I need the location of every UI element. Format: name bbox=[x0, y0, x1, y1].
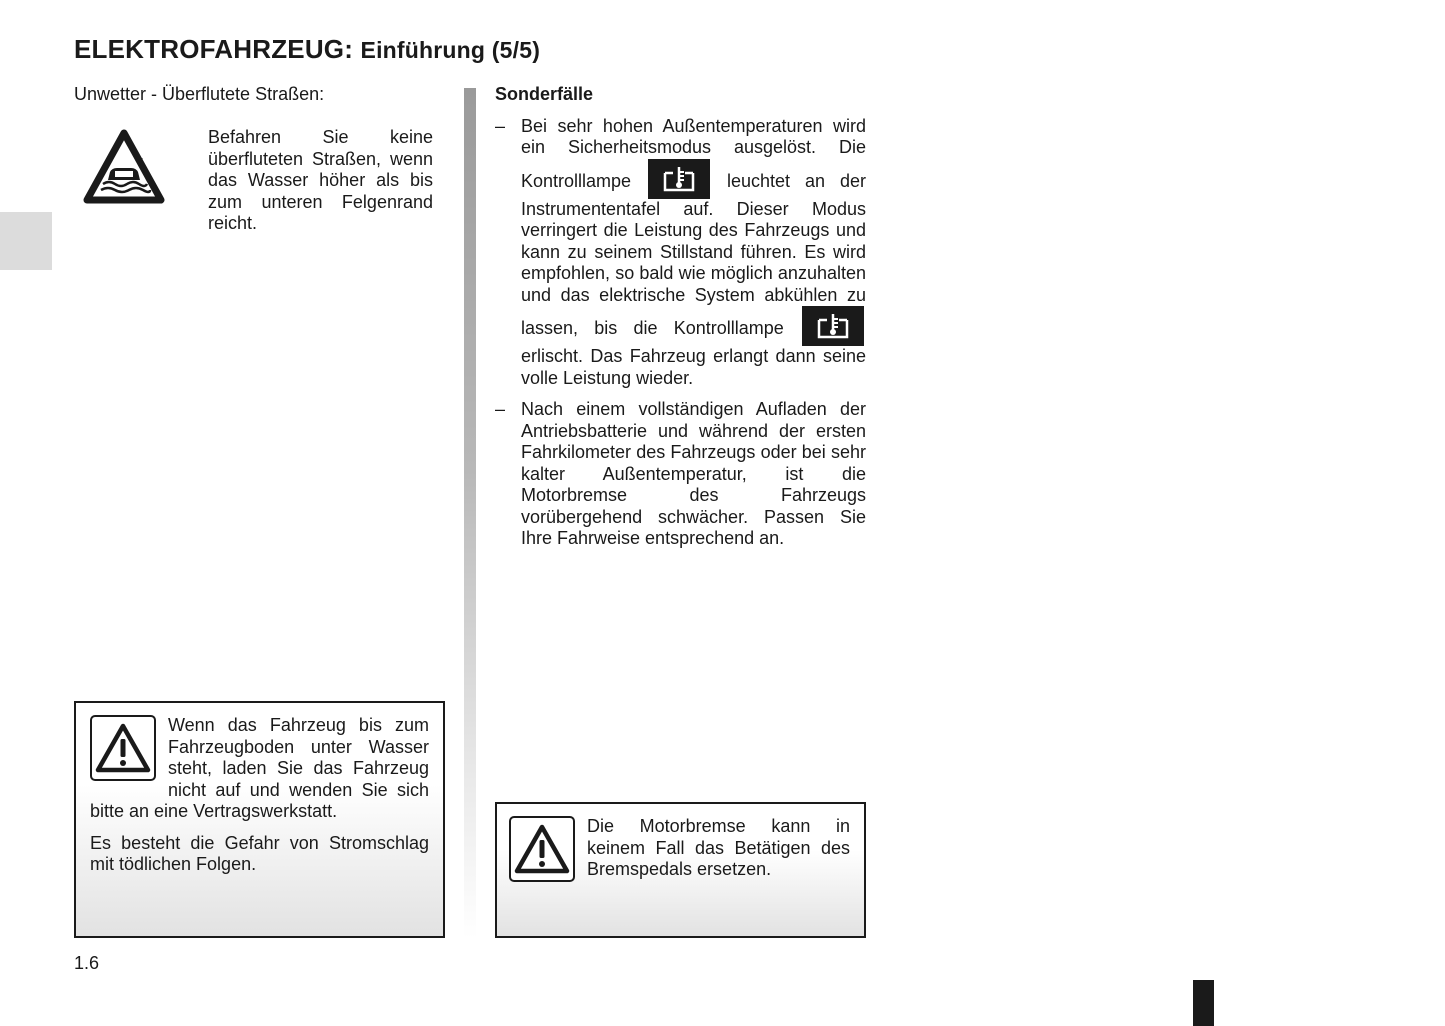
warning-triangle-icon bbox=[90, 715, 156, 781]
list-dash: – bbox=[495, 399, 506, 419]
engine-brake-warning-box bbox=[495, 802, 866, 938]
list-item bbox=[495, 399, 866, 550]
title-main: ELEKTROFAHRZEUG: bbox=[74, 34, 354, 64]
list-item bbox=[495, 116, 866, 390]
electric-shock-warning-box bbox=[74, 701, 445, 938]
page-title bbox=[74, 34, 540, 65]
special-cases-heading: Sonderfälle bbox=[495, 84, 594, 104]
battery-temperature-warning-lamp-icon bbox=[648, 159, 710, 199]
item2-text: Nach einem vollständigen Aufladen der Antriebsbatterie und während der ersten Fahrkilometer des Fahrzeugs oder bei sehr kalter Außentemperatur, ist die Motorbremse des Fahrzeugs vorübergehend schwächer. Passen Sie Ihre Fahrweise entsprechend an. bbox=[521, 399, 866, 548]
flooded-road-warning-icon bbox=[82, 128, 166, 206]
battery-temperature-warning-lamp-icon bbox=[802, 306, 864, 346]
section-tab-marker bbox=[0, 212, 52, 270]
page-edge-marker bbox=[1193, 980, 1214, 1026]
list-dash: – bbox=[495, 115, 506, 136]
warning-paragraph-1: Wenn das Fahrzeug bis zum Fahrzeugboden unter Wasser steht, laden Sie das Fahrzeug nicht auf und wenden Sie sich bitte an eine Vertragswerkstatt. bbox=[90, 715, 429, 821]
item1-text-part3: erlischt. Das Fahrzeug erlangt dann seine volle Leistung wieder. bbox=[521, 346, 866, 388]
flood-instruction-text: Befahren Sie keine überfluteten Straßen, wenn das Wasser höher als bis zum unteren Felgenrand reicht. bbox=[208, 127, 433, 233]
item1-text-part1: Bei sehr hohen Außentemperaturen wird ein Sicherheitsmodus ausgelöst. Die Kontrolllampe bbox=[521, 115, 866, 191]
page-number: 1.6 bbox=[74, 953, 100, 973]
engine-brake-warning-text: Die Motorbremse kann in keinem Fall das Betätigen des Bremspedals ersetzen. bbox=[587, 816, 850, 879]
warning-paragraph-2: Es besteht die Gefahr von Stromschlag mit tödlichen Folgen. bbox=[90, 832, 429, 874]
special-cases-section bbox=[495, 84, 866, 560]
flood-heading: Unwetter - Überflutete Straßen: bbox=[74, 84, 325, 104]
item1-text-part2: leuchtet an der Instrumententafel auf. Dieser Modus verringert die Leistung des Fahrzeugs und kann zu seinem Stillstand führen. Es wird empfohlen, so bald wie möglich anzuhalten und das elektrische System abkühlen zu lassen, bis die Kontrolllampe bbox=[521, 170, 866, 338]
column-divider bbox=[464, 88, 476, 938]
warning-triangle-icon bbox=[509, 816, 575, 882]
title-sub: Einführung (5/5) bbox=[360, 37, 541, 63]
